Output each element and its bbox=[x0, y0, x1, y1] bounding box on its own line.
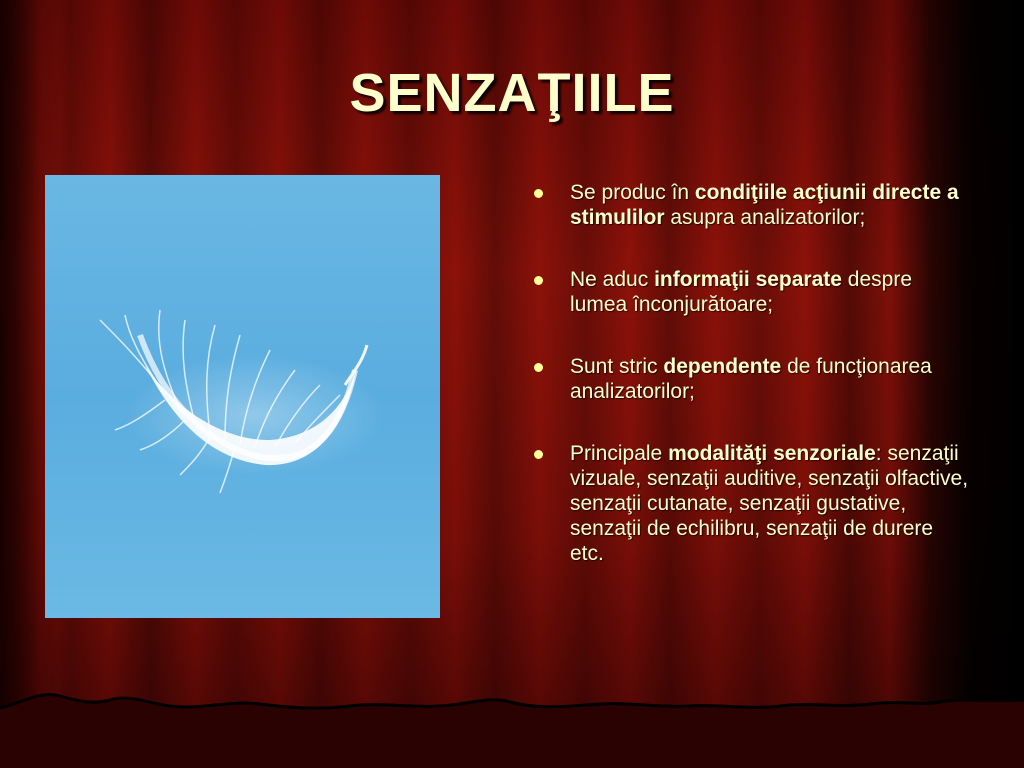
bullet-bold-text: modalităţi senzoriale bbox=[668, 442, 876, 465]
bullet-icon bbox=[534, 363, 543, 372]
bullet-icon bbox=[534, 276, 543, 285]
bullet-list bbox=[532, 180, 972, 566]
bullet-text: de funcţionarea analizatorilor; bbox=[570, 355, 932, 403]
bullet-text: Se produc în bbox=[570, 181, 695, 204]
bullet-item bbox=[532, 180, 972, 230]
bullet-text: Principale bbox=[570, 442, 669, 465]
bullet-item bbox=[532, 267, 972, 317]
bullet-text: Sunt stric bbox=[570, 355, 664, 378]
bullet-bold-text: dependente bbox=[663, 355, 782, 378]
slide-title: SENZAŢIILE bbox=[349, 63, 675, 123]
bullet-bold-text: informaţii separate bbox=[654, 268, 842, 291]
bullet-icon bbox=[534, 189, 543, 198]
bullet-item bbox=[532, 354, 972, 404]
bullet-text: despre lumea înconjurătoare; bbox=[570, 268, 913, 316]
bullet-icon bbox=[534, 450, 543, 459]
bullet-text: asupra analizatorilor; bbox=[664, 206, 866, 229]
feather-image bbox=[45, 175, 440, 618]
stage-floor bbox=[0, 680, 1024, 768]
bullet-text: Ne aduc bbox=[570, 268, 655, 291]
feather-drawing bbox=[45, 175, 440, 618]
bullet-item bbox=[532, 441, 972, 566]
bullet-bold-text: condiţiile acţiunii directe a stimulilor bbox=[570, 181, 959, 229]
bullet-text: : senzaţii vizuale, senzaţii auditive, senzaţii olfactive, senzaţii cutanate, senzaţii gustative, senzaţii de echilibru, senzaţii de durere etc. bbox=[570, 442, 969, 565]
